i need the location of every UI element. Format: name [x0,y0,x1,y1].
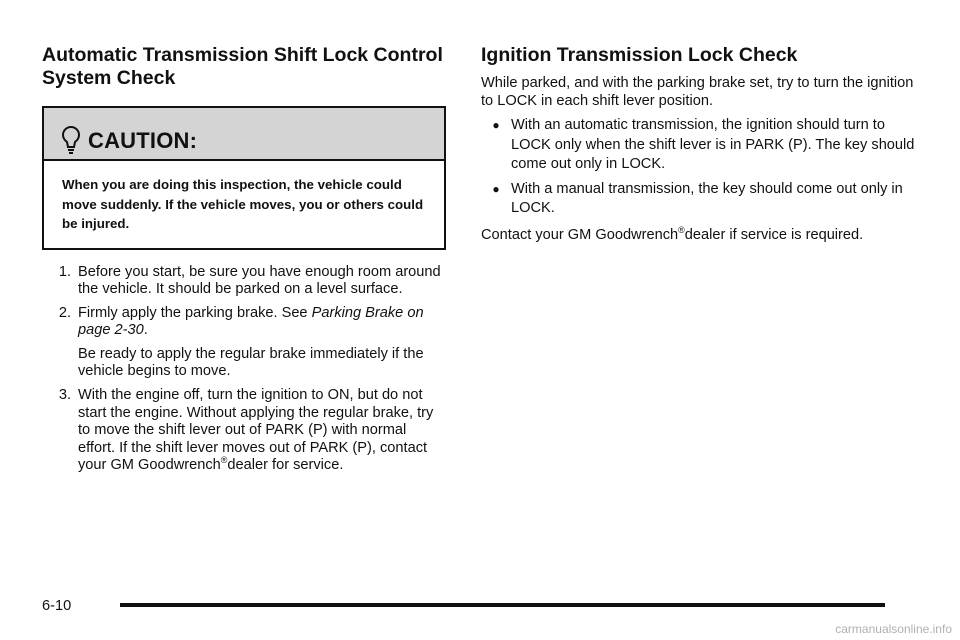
step-text-tail: dealer for service. [227,457,344,474]
left-column [42,44,446,481]
page-footer [42,596,885,616]
footer-rule [120,603,885,607]
bullet-icon: ● [492,118,500,133]
step-number: 1. [58,263,71,280]
contact-text-lead: Contact your GM Goodwrench [481,226,679,243]
list-item [42,305,446,340]
caution-box [42,106,446,250]
list-item [481,180,921,219]
step-text [78,387,446,475]
list-item [42,387,446,475]
step-number: 3. [58,387,71,404]
step-text-lead: With the engine off, turn the ignition to ON, but do not start the engine. Without applying the regular brake, try to move the shift lever out of PARK (P) with normal effort. If the shift lever moves out of PARK (P), contact your GM Goodwrench [78,387,434,474]
intro-paragraph: While parked, and with the parking brake set, try to turn the ignition to LOCK in each shift lever position. [481,75,914,109]
watermark: carmanualsonline.info [835,622,952,636]
step-number: 2. [58,304,71,321]
bullet-icon: ● [492,181,500,196]
step-text-lead: Firmly apply the parking brake. See [78,304,312,321]
caution-icon [60,126,82,156]
step-list [42,264,446,476]
section-heading-ignition-lock: Ignition Transmission Lock Check [481,44,798,66]
contact-paragraph [481,224,921,245]
registered-mark: ® [678,224,685,235]
contact-text-tail: dealer if service is required. [684,226,864,243]
caution-title: CAUTION: [88,127,198,153]
page-number: 6-10 [42,598,72,614]
bullet-list [481,116,921,219]
list-item [42,264,446,299]
cross-reference-link[interactable]: Parking Brake on page 2-30 [78,304,424,339]
registered-mark: ® [220,455,228,466]
step-text: Before you start, be sure you have enough room around the vehicle. It should be parked on a level surface. [78,263,441,298]
step-note: Be ready to apply the regular brake immediately if the vehicle begins to move. [78,345,424,380]
list-item [481,116,921,175]
section-heading-shift-lock: Automatic Transmission Shift Lock Control System Check [42,44,443,89]
step-text [78,305,446,340]
bullet-text: With a manual transmission, the key should come out only in LOCK. [511,180,903,217]
right-column [481,44,921,244]
caution-text: When you are doing this inspection, the vehicle could move suddenly. If the vehicle moves, you or others could be injured. [62,177,424,231]
step-text-tail: . [143,322,148,339]
caution-header [44,108,444,161]
bullet-text: With an automatic transmission, the ignition should turn to LOCK only when the shift lever is in PARK (P). The key should come out only in LOCK. [511,117,915,173]
